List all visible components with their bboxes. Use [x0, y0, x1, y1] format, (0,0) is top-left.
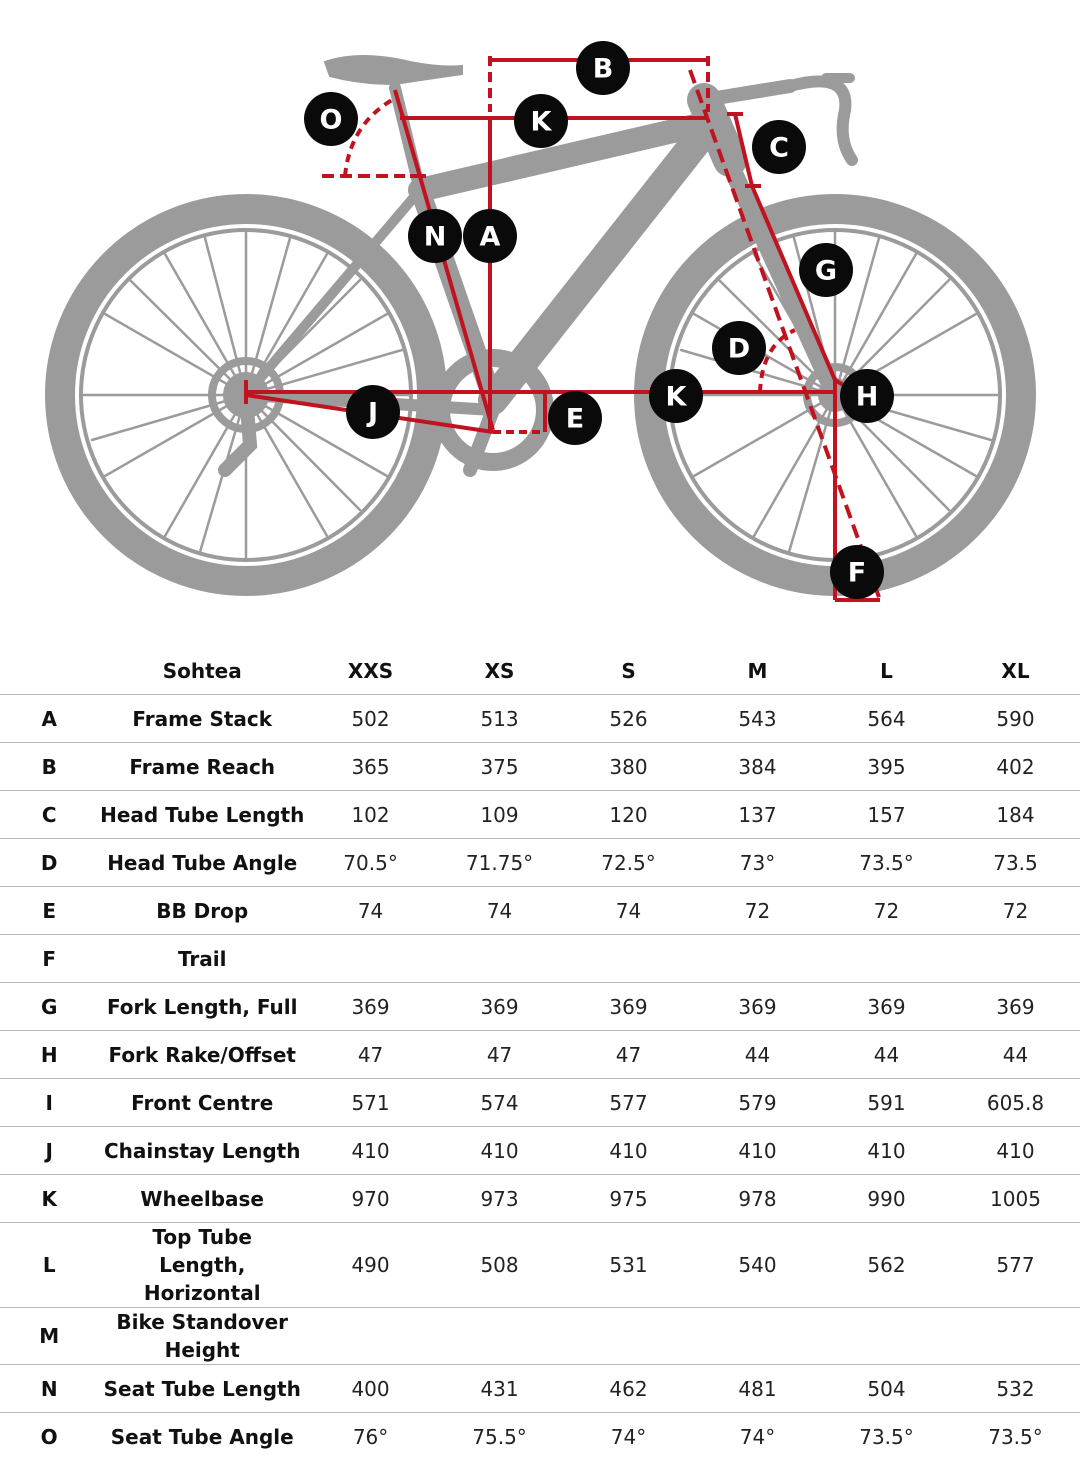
value-cell-m: 481	[693, 1365, 822, 1413]
value-cell-m: 72	[693, 887, 822, 935]
row-letter: I	[0, 1079, 98, 1127]
row-measurement-name: Chainstay Length	[98, 1127, 306, 1175]
value-cell-l: 504	[822, 1365, 951, 1413]
row-measurement-name: Head Tube Length	[98, 791, 306, 839]
badge-a	[463, 209, 517, 263]
value-cell-l: 410	[822, 1127, 951, 1175]
row-letter: N	[0, 1365, 98, 1413]
table-row	[0, 839, 1080, 887]
value-cell-m	[693, 935, 822, 983]
row-measurement-name: Head Tube Angle	[98, 839, 306, 887]
value-cell-m: 579	[693, 1079, 822, 1127]
value-cell-xxs: 70.5°	[306, 839, 435, 887]
row-measurement-name: Frame Reach	[98, 743, 306, 791]
value-cell-xxs: 502	[306, 695, 435, 743]
value-cell-m: 543	[693, 695, 822, 743]
value-cell-xxs: 400	[306, 1365, 435, 1413]
svg-text:F: F	[848, 558, 866, 589]
value-cell-xl: 369	[951, 983, 1080, 1031]
table-row	[0, 1223, 1080, 1308]
row-letter: D	[0, 839, 98, 887]
table-row	[0, 1365, 1080, 1413]
row-letter: H	[0, 1031, 98, 1079]
row-letter: M	[0, 1308, 98, 1365]
row-letter: A	[0, 695, 98, 743]
saddle	[325, 56, 462, 84]
bike-geometry-diagram	[0, 0, 1080, 620]
value-cell-xxs: 76°	[306, 1413, 435, 1460]
badge-b	[576, 41, 630, 95]
svg-text:H: H	[856, 382, 879, 413]
value-cell-m	[693, 1308, 822, 1365]
header-size-s: S	[564, 647, 693, 695]
row-letter: O	[0, 1413, 98, 1460]
value-cell-m: 73°	[693, 839, 822, 887]
value-cell-xs: 574	[435, 1079, 564, 1127]
value-cell-xxs: 970	[306, 1175, 435, 1223]
value-cell-xxs: 74	[306, 887, 435, 935]
row-letter: G	[0, 983, 98, 1031]
table-row	[0, 743, 1080, 791]
table-row	[0, 791, 1080, 839]
value-cell-m: 369	[693, 983, 822, 1031]
svg-text:C: C	[769, 133, 789, 164]
value-cell-xs: 431	[435, 1365, 564, 1413]
value-cell-xxs	[306, 1308, 435, 1365]
value-cell-xxs: 47	[306, 1031, 435, 1079]
table-row	[0, 935, 1080, 983]
row-measurement-name: Top Tube Length, Horizontal	[98, 1223, 306, 1308]
value-cell-l	[822, 1308, 951, 1365]
value-cell-xl: 1005	[951, 1175, 1080, 1223]
value-cell-xs: 410	[435, 1127, 564, 1175]
svg-text:G: G	[815, 256, 837, 287]
value-cell-l	[822, 935, 951, 983]
value-cell-xxs: 369	[306, 983, 435, 1031]
row-measurement-name: Front Centre	[98, 1079, 306, 1127]
value-cell-xxs: 571	[306, 1079, 435, 1127]
svg-text:A: A	[480, 222, 501, 253]
table-body	[0, 695, 1080, 1460]
value-cell-s: 120	[564, 791, 693, 839]
row-measurement-name: Wheelbase	[98, 1175, 306, 1223]
value-cell-s: 410	[564, 1127, 693, 1175]
value-cell-l: 44	[822, 1031, 951, 1079]
value-cell-xxs: 102	[306, 791, 435, 839]
badge-c	[752, 120, 806, 174]
table-row	[0, 695, 1080, 743]
value-cell-xl: 73.5°	[951, 1413, 1080, 1460]
value-cell-xl: 577	[951, 1223, 1080, 1308]
value-cell-l: 395	[822, 743, 951, 791]
value-cell-xxs: 410	[306, 1127, 435, 1175]
table-row	[0, 887, 1080, 935]
value-cell-xs: 369	[435, 983, 564, 1031]
value-cell-s: 380	[564, 743, 693, 791]
row-letter: L	[0, 1223, 98, 1308]
value-cell-xl: 402	[951, 743, 1080, 791]
svg-text:B: B	[593, 54, 614, 85]
table-row	[0, 1413, 1080, 1460]
header-size-m: M	[693, 647, 822, 695]
value-cell-s: 369	[564, 983, 693, 1031]
svg-text:K: K	[531, 107, 553, 138]
value-cell-xs	[435, 1308, 564, 1365]
value-cell-xs: 74	[435, 887, 564, 935]
row-letter: C	[0, 791, 98, 839]
header-size-xl: XL	[951, 647, 1080, 695]
value-cell-s	[564, 1308, 693, 1365]
badge-g	[799, 243, 853, 297]
value-cell-xs: 973	[435, 1175, 564, 1223]
value-cell-l: 564	[822, 695, 951, 743]
value-cell-s: 72.5°	[564, 839, 693, 887]
svg-text:D: D	[728, 334, 750, 365]
row-letter: E	[0, 887, 98, 935]
value-cell-l: 73.5°	[822, 839, 951, 887]
value-cell-s	[564, 935, 693, 983]
value-cell-xl: 410	[951, 1127, 1080, 1175]
svg-text:N: N	[424, 222, 447, 253]
value-cell-l: 562	[822, 1223, 951, 1308]
row-measurement-name: Seat Tube Angle	[98, 1413, 306, 1460]
badge-e	[548, 391, 602, 445]
badge-l	[514, 94, 568, 148]
value-cell-xs: 513	[435, 695, 564, 743]
value-cell-xs: 375	[435, 743, 564, 791]
row-measurement-name: Bike Standover Height	[98, 1308, 306, 1365]
value-cell-m: 540	[693, 1223, 822, 1308]
value-cell-xs	[435, 935, 564, 983]
value-cell-xl: 605.8	[951, 1079, 1080, 1127]
value-cell-m: 137	[693, 791, 822, 839]
badge-n	[408, 209, 462, 263]
value-cell-m: 74°	[693, 1413, 822, 1460]
badge-o	[304, 92, 358, 146]
value-cell-l: 72	[822, 887, 951, 935]
value-cell-xs: 109	[435, 791, 564, 839]
header-letter-cell	[0, 647, 98, 695]
value-cell-xl: 590	[951, 695, 1080, 743]
value-cell-s: 74	[564, 887, 693, 935]
header-size-xs: XS	[435, 647, 564, 695]
row-measurement-name: Seat Tube Length	[98, 1365, 306, 1413]
badge-f	[830, 545, 884, 599]
value-cell-xl: 184	[951, 791, 1080, 839]
row-measurement-name: Frame Stack	[98, 695, 306, 743]
value-cell-xl: 73.5	[951, 839, 1080, 887]
table-row	[0, 1031, 1080, 1079]
svg-text:O: O	[320, 105, 343, 136]
geometry-table	[0, 647, 1080, 1460]
value-cell-s: 577	[564, 1079, 693, 1127]
svg-text:J: J	[366, 398, 378, 429]
value-cell-xxs: 365	[306, 743, 435, 791]
badge-k	[649, 369, 703, 423]
badge-h	[840, 369, 894, 423]
svg-text:E: E	[566, 404, 584, 435]
value-cell-l: 73.5°	[822, 1413, 951, 1460]
header-size-xxs: XXS	[306, 647, 435, 695]
value-cell-l: 591	[822, 1079, 951, 1127]
value-cell-m: 410	[693, 1127, 822, 1175]
value-cell-s: 531	[564, 1223, 693, 1308]
value-cell-xl	[951, 1308, 1080, 1365]
row-letter: B	[0, 743, 98, 791]
value-cell-m: 384	[693, 743, 822, 791]
table-row	[0, 1175, 1080, 1223]
table-row	[0, 1308, 1080, 1365]
row-measurement-name: Fork Rake/Offset	[98, 1031, 306, 1079]
badge-d	[712, 321, 766, 375]
value-cell-xs: 75.5°	[435, 1413, 564, 1460]
header-model-name: Sohtea	[98, 647, 306, 695]
value-cell-s: 74°	[564, 1413, 693, 1460]
svg-text:K: K	[666, 382, 688, 413]
value-cell-m: 978	[693, 1175, 822, 1223]
value-cell-l: 990	[822, 1175, 951, 1223]
badge-j	[346, 385, 400, 439]
value-cell-s: 526	[564, 695, 693, 743]
table-row	[0, 1127, 1080, 1175]
value-cell-xl: 72	[951, 887, 1080, 935]
value-cell-xl: 44	[951, 1031, 1080, 1079]
value-cell-xs: 47	[435, 1031, 564, 1079]
value-cell-s: 47	[564, 1031, 693, 1079]
table-header-row	[0, 647, 1080, 695]
value-cell-xs: 71.75°	[435, 839, 564, 887]
value-cell-xs: 508	[435, 1223, 564, 1308]
value-cell-m: 44	[693, 1031, 822, 1079]
value-cell-xl	[951, 935, 1080, 983]
row-measurement-name: Fork Length, Full	[98, 983, 306, 1031]
row-measurement-name: BB Drop	[98, 887, 306, 935]
value-cell-l: 369	[822, 983, 951, 1031]
table-row	[0, 1079, 1080, 1127]
row-measurement-name: Trail	[98, 935, 306, 983]
value-cell-s: 462	[564, 1365, 693, 1413]
row-letter: J	[0, 1127, 98, 1175]
stem	[704, 86, 790, 100]
row-letter: F	[0, 935, 98, 983]
value-cell-xl: 532	[951, 1365, 1080, 1413]
header-size-l: L	[822, 647, 951, 695]
value-cell-xxs	[306, 935, 435, 983]
row-letter: K	[0, 1175, 98, 1223]
value-cell-s: 975	[564, 1175, 693, 1223]
value-cell-l: 157	[822, 791, 951, 839]
value-cell-xxs: 490	[306, 1223, 435, 1308]
table-row	[0, 983, 1080, 1031]
